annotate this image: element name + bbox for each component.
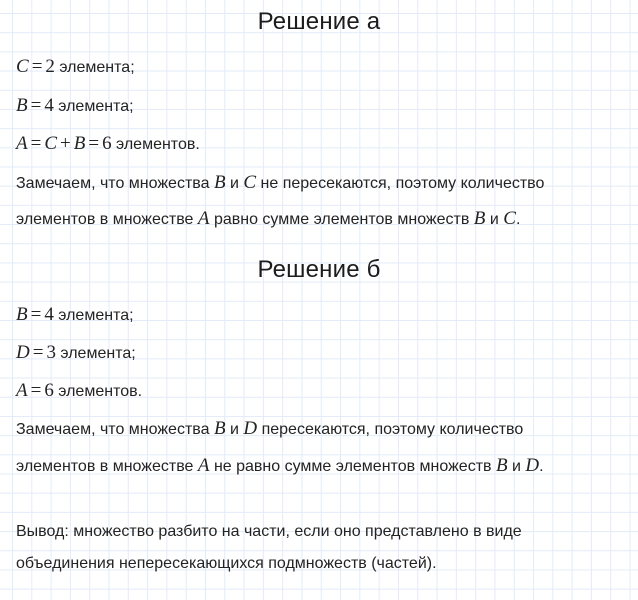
math-eq: =: [31, 56, 43, 77]
solution-a-note-line-2: [16, 208, 520, 230]
note-text: Замечаем, что множества: [16, 421, 210, 438]
math-eq: =: [88, 133, 100, 154]
line-text: элемента;: [59, 59, 135, 76]
conclusion-line-2: объединения непересекающихся подмножеств (частей).: [16, 555, 437, 572]
math-num: 2: [45, 56, 55, 77]
solution-a-line-2: [16, 95, 134, 117]
solution-b-note-line-2: [16, 455, 544, 477]
note-text: и: [230, 175, 239, 192]
math-eq: =: [30, 95, 42, 116]
note-text: .: [539, 458, 544, 475]
math-num: 4: [44, 95, 54, 116]
conclusion-line-1: Вывод: множество разбито на части, если оно представлено в виде: [16, 523, 522, 540]
math-num: 6: [102, 133, 112, 154]
math-var: B: [73, 133, 86, 154]
solution-a-line-1: [16, 56, 135, 78]
math-var: B: [213, 172, 226, 193]
math-var: A: [197, 455, 210, 476]
solution-b-line-3: [16, 380, 142, 402]
note-text: и: [230, 421, 239, 438]
math-var: C: [16, 56, 29, 77]
math-eq: =: [30, 133, 42, 154]
math-var: A: [16, 380, 28, 401]
note-text: .: [515, 211, 521, 228]
math-eq: =: [30, 304, 42, 325]
solution-a-title: Решение а: [257, 8, 381, 35]
math-eq: =: [32, 342, 44, 363]
line-text: элемента;: [58, 98, 134, 115]
solution-a-note-line-1: [16, 172, 544, 194]
math-num: 6: [44, 380, 54, 401]
note-text: равно сумме элементов множеств: [213, 211, 470, 228]
note-text: пересекаются, поэтому количество: [261, 421, 524, 438]
math-num: 4: [44, 304, 54, 325]
math-var: D: [243, 418, 258, 439]
math-var: D: [525, 455, 540, 476]
math-var: B: [16, 95, 28, 116]
note-text: и: [489, 211, 499, 228]
math-plus: +: [60, 133, 71, 154]
math-var: A: [197, 208, 210, 229]
line-text: элемента;: [58, 307, 134, 324]
solution-b-line-1: [16, 304, 134, 326]
note-text: и: [512, 458, 521, 475]
math-var: D: [16, 342, 30, 363]
math-num: 3: [46, 342, 56, 363]
line-text: элемента;: [60, 345, 136, 362]
note-text: Замечаем, что множества: [16, 175, 210, 192]
line-text: элементов.: [116, 136, 200, 153]
note-text: элементов в множестве: [16, 211, 194, 228]
solution-b-line-2: [16, 342, 136, 364]
solution-b-title: Решение б: [257, 256, 381, 283]
math-var: C: [243, 172, 257, 193]
note-text: не пересекаются, поэтому количество: [260, 175, 545, 192]
math-var: C: [44, 133, 58, 154]
math-eq: =: [30, 380, 42, 401]
math-var: B: [213, 418, 226, 439]
line-text: элементов.: [58, 383, 143, 400]
math-var: B: [473, 208, 486, 229]
note-text: элементов в множестве: [16, 458, 194, 475]
solution-b-note-line-1: [16, 418, 523, 440]
math-var: C: [503, 208, 516, 229]
math-var: B: [495, 455, 508, 476]
math-var: A: [16, 133, 28, 154]
note-text: не равно сумме элементов множеств: [213, 458, 492, 475]
math-var: B: [16, 304, 28, 325]
solution-a-line-3: [16, 133, 200, 155]
